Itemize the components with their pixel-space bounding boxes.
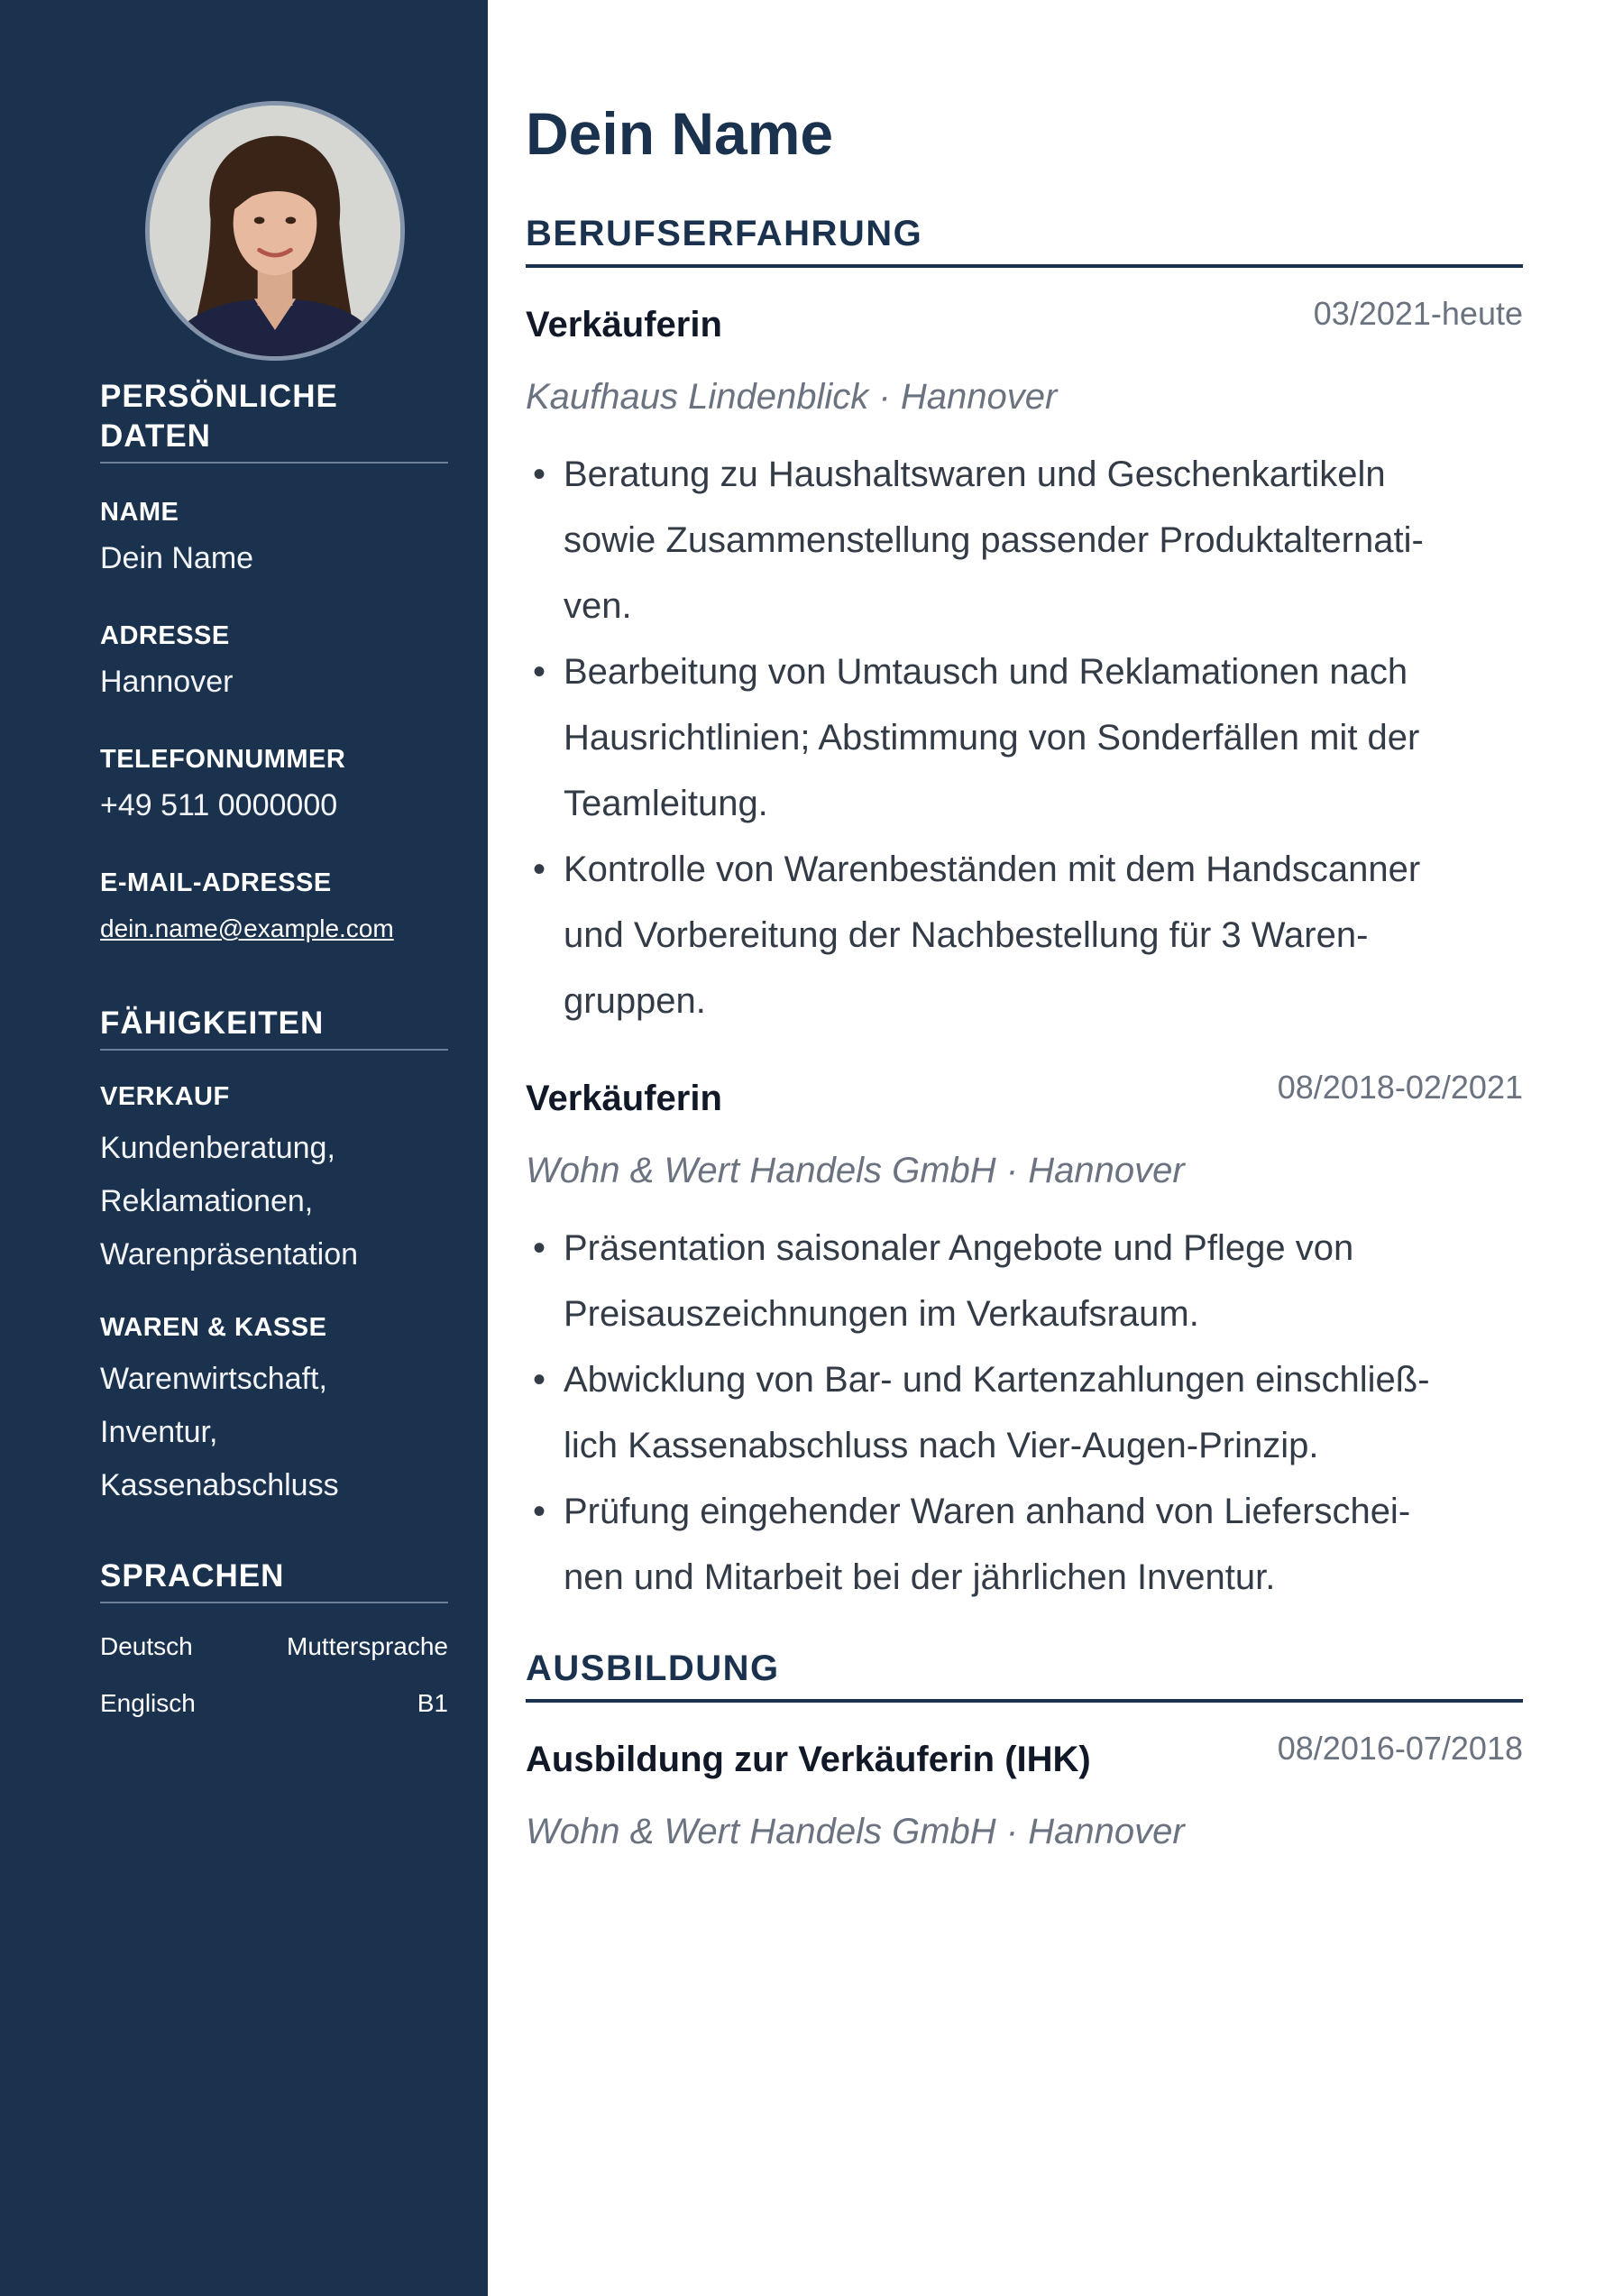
field-name-value: Dein Name xyxy=(100,541,254,575)
skill-line: Kassenabschluss xyxy=(100,1468,339,1502)
education-title: Ausbildung zur Verkäuferin (IHK) xyxy=(526,1740,1091,1779)
field-phone-label: TELEFONNUMMER xyxy=(100,745,346,774)
bullet-line: sowie Zusammenstellung passender Produktalternati- xyxy=(564,520,1424,560)
field-email-label: E-MAIL-ADRESSE xyxy=(100,868,332,897)
field-name-label: NAME xyxy=(100,498,179,527)
bullet-line: Preisauszeichnungen im Verkaufsraum. xyxy=(564,1294,1199,1334)
experience-heading: BERUFSERFAHRUNG xyxy=(526,212,1523,268)
bullet-line: • Bearbeitung von Umtausch und Reklamationen nach xyxy=(564,652,1408,692)
field-address-label: ADRESSE xyxy=(100,621,230,650)
skill-line: Inventur, xyxy=(100,1415,218,1449)
field-email xyxy=(100,867,448,946)
skill-line: Kundenberatung, xyxy=(100,1131,335,1165)
job-date: 03/2021-heute xyxy=(1313,295,1523,332)
portrait-image xyxy=(150,106,400,356)
language-level: Muttersprache xyxy=(287,1632,448,1660)
education-entry xyxy=(526,1730,1523,1857)
education-heading: AUSBILDUNG xyxy=(526,1647,1523,1703)
bullet-line: • Präsentation saisonaler Angebote und Pflege von xyxy=(564,1228,1354,1268)
job-company: Wohn & Wert Handels GmbH · Hannover xyxy=(526,1151,1185,1190)
skills-section xyxy=(100,1004,448,1051)
field-address xyxy=(100,620,448,703)
bullet-line: und Vorbereitung der Nachbestellung für 3 Waren- xyxy=(564,915,1369,955)
bullet-item xyxy=(526,1479,1523,1611)
language-name: Deutsch xyxy=(100,1632,193,1660)
email-link[interactable]: dein.name@example.com xyxy=(100,914,394,942)
field-phone xyxy=(100,743,448,826)
field-name xyxy=(100,496,448,579)
bullet-item xyxy=(526,1347,1523,1479)
skill-line: Warenwirtschaft, xyxy=(100,1362,327,1396)
language-name: Englisch xyxy=(100,1689,196,1717)
bullet-line: ven. xyxy=(564,586,632,626)
field-phone-value: +49 511 0000000 xyxy=(100,788,338,822)
sidebar xyxy=(0,0,488,2296)
bullet-line: Teamleitung. xyxy=(564,784,768,823)
bullet-line: • Beratung zu Haushaltswaren und Geschenkartikeln xyxy=(564,455,1386,494)
language-row xyxy=(100,1630,448,1663)
personal-data-section xyxy=(100,377,448,464)
bullet-line: • Kontrolle von Warenbeständen mit dem Handscanner xyxy=(564,850,1421,889)
skill-group-waren-kasse xyxy=(100,1311,448,1512)
languages-section xyxy=(100,1557,448,1603)
education-company: Wohn & Wert Handels GmbH · Hannover xyxy=(526,1812,1185,1851)
bullet-line: • Prüfung eingehender Waren anhand von Lieferschei- xyxy=(564,1492,1411,1531)
skills-heading: FÄHIGKEITEN xyxy=(100,1004,448,1051)
bullet-line: • Abwicklung von Bar- und Kartenzahlungen einschließ- xyxy=(564,1360,1430,1400)
job-date: 08/2018-02/2021 xyxy=(1277,1069,1523,1106)
languages-heading: SPRACHEN xyxy=(100,1557,448,1603)
personal-data-heading: PERSÖNLICHE DATEN xyxy=(100,377,448,464)
language-level: B1 xyxy=(417,1689,448,1717)
skill-line: Warenpräsentation xyxy=(100,1237,359,1272)
bullet-item xyxy=(526,442,1523,639)
job-bullets xyxy=(526,1216,1523,1611)
job-bullets xyxy=(526,442,1523,1034)
skill-group-label: WAREN & KASSE xyxy=(100,1313,327,1342)
field-address-value: Hannover xyxy=(100,665,234,699)
job-company: Kaufhaus Lindenblick · Hannover xyxy=(526,377,1058,417)
education-date: 08/2016-07/2018 xyxy=(1277,1730,1523,1767)
bullet-item xyxy=(526,837,1523,1034)
bullet-line: nen und Mitarbeit bei der jährlichen Inventur. xyxy=(564,1557,1276,1597)
candidate-name: Dein Name xyxy=(526,100,834,167)
bullet-line: Hausrichtlinien; Abstimmung von Sonderfällen mit der xyxy=(564,718,1420,758)
skill-line: Reklamationen, xyxy=(100,1184,314,1218)
job-entry xyxy=(526,295,1523,1034)
job-title: Verkäuferin xyxy=(526,1079,722,1118)
job-title: Verkäuferin xyxy=(526,305,722,344)
skill-group-verkauf xyxy=(100,1080,448,1281)
bullet-item xyxy=(526,639,1523,837)
language-row xyxy=(100,1687,448,1720)
bullet-line: lich Kassenabschluss nach Vier-Augen-Prinzip. xyxy=(564,1426,1319,1465)
bullet-line: gruppen. xyxy=(564,981,706,1021)
profile-photo xyxy=(145,101,405,361)
job-entry xyxy=(526,1069,1523,1611)
skill-group-label: VERKAUF xyxy=(100,1082,230,1111)
bullet-item xyxy=(526,1216,1523,1347)
